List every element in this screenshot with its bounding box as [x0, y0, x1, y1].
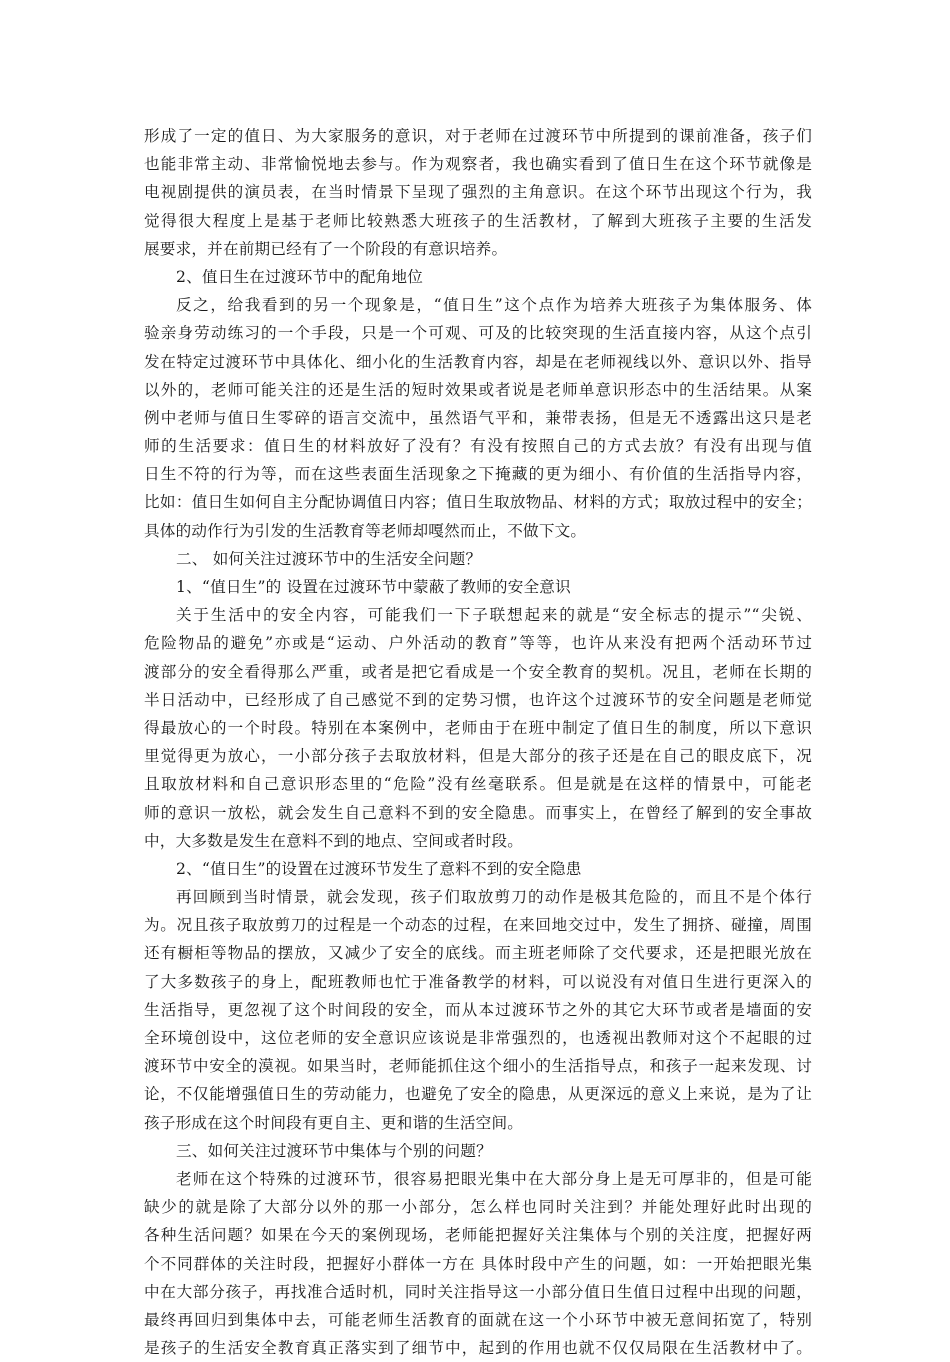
text-line: 渡部分的安全看得那么严重，或者是把它看成是一个安全教育的契机。况且，老师在长期的	[144, 662, 812, 681]
text-line: 是孩子的生活安全教育真正落实到了细节中，起到的作用也就不仅仅局限在生活教材中了。	[144, 1339, 812, 1358]
text-line: 发在特定过渡环节中具体化、细小化的生活教育内容，却是在老师视线以外、意识以外、指导	[144, 352, 812, 371]
text-line: 中，大多数是发生在意料不到的地点、空间或者时段。	[144, 831, 524, 850]
text-line: 全环境创设中，这位老师的安全意识应该说是非常强烈的，也透视出教师对这个不起眼的过	[144, 1029, 812, 1047]
text-line: 孩子形成在这个时间段有更自主、更和谐的生活空间。	[144, 1113, 524, 1132]
text-line: 三、如何关注过渡环节中集体与个别的问题？	[176, 1141, 492, 1160]
text-line: 日生不符的行为等，而在这些表面生活现象之下掩藏的更为细小、有价值的生活指导内容，	[144, 465, 812, 484]
text-line: 2、值日生在过渡环节中的配角地位	[176, 267, 424, 286]
text-line: 最终再回归到集体中去，可能老师生活教育的面就在这一个小环节中被无意间拓宽了，特别	[144, 1310, 812, 1329]
text-line: 论，不仅能增强值日生的劳动能力，也避免了安全的隐患，从更深远的意义上来说，是为了让	[144, 1085, 812, 1104]
text-line: 比如：值日生如何自主分配协调值日内容；值日生取放物品、材料的方式；取放过程中的安全；	[144, 493, 812, 512]
text-line: 关于生活中的安全内容，可能我们一下子联想起来的就是“安全标志的提示”“尖锐、	[176, 606, 812, 625]
text-line: 危险物品的避免”亦或是“运动、户外活动的教育”等等，也许从来没有把两个活动环节过	[144, 634, 812, 653]
text-line: 具体的动作行为引发的生活教育等老师却嘎然而止，不做下文。	[144, 521, 587, 540]
text-line: 以外的，老师可能关注的还是生活的短时效果或者说是老师单意识形态中的生活结果。从案	[144, 380, 812, 399]
text-line: 渡环节中安全的漠视。如果当时，老师能抓住这个细小的生活指导点，和孩子一起来发现、讨	[144, 1057, 812, 1076]
text-line: 得最放心的一个时段。特别在本案例中，老师由于在班中制定了值日生的制度，所以下意识	[144, 718, 812, 737]
text-line: 半日活动中，已经形成了自己感觉不到的定势习惯，也许这个过渡环节的安全问题是老师觉	[144, 690, 812, 709]
text-line: 还有橱柜等物品的摆放，又减少了安全的底线。而主班老师除了交代要求，还是把眼光放在	[144, 944, 812, 963]
text-line: 里觉得更为放心，一小部分孩子去取放材料，但是大部分的孩子还是在自己的眼皮底下，况	[144, 747, 812, 766]
text-line: 反之，给我看到的另一个现象是，“值日生”这个点作为培养大班孩子为集体服务、体	[176, 296, 812, 315]
text-line: 生活指导，更忽视了这个时间段的安全，而从本过渡环节之外的其它大环节或者是墙面的安	[144, 1000, 812, 1019]
text-line: 老师在这个特殊的过渡环节，很容易把眼光集中在大部分身上是无可厚非的，但是可能	[176, 1169, 812, 1188]
text-line: 验亲身劳动练习的一个手段，只是一个可观、可及的比较突现的生活直接内容，从这个点引	[144, 324, 812, 343]
text-line: 1、“值日生”的 设置在过渡环节中蒙蔽了教师的安全意识	[176, 578, 571, 596]
text-line: 师的生活要求：值日生的材料放好了没有？有没有按照自己的方式去放？有没有出现与值	[144, 437, 812, 456]
text-line: 二、 如何关注过渡环节中的生活安全问题？	[176, 549, 482, 568]
document-body	[144, 122, 812, 1362]
text-line: 2、“值日生”的设置在过渡环节发生了意料不到的安全隐患	[176, 859, 582, 878]
text-line: 个不同群体的关注时段，把握好小群体一方在 具体时段中产生的问题，如：一开始把眼光集	[144, 1254, 812, 1273]
text-line: 也能非常主动、非常愉悦地去参与。作为观察者，我也确实看到了值日生在这个环节就像是	[144, 155, 812, 174]
text-line: 电视剧提供的演员表，在当时情景下呈现了强烈的主角意识。在这个环节出现这个行为，我	[144, 183, 812, 202]
text-line: 各种生活问题？如果在今天的案例现场，老师能把握好关注集体与个别的关注度，把握好两	[144, 1226, 812, 1245]
text-line: 觉得很大程度上是基于老师比较熟悉大班孩子的生活教材，了解到大班孩子主要的生活发	[144, 211, 812, 230]
text-line: 了大多数孩子的身上，配班教师也忙于准备教学的材料，可以说没有对值日生进行更深入的	[144, 972, 812, 991]
text-line: 再回顾到当时情景，就会发现，孩子们取放剪刀的动作是极其危险的，而且不是个体行	[176, 888, 812, 907]
text-line: 形成了一定的值日、为大家服务的意识，对于老师在过渡环节中所提到的课前准备，孩子们	[144, 127, 812, 145]
text-line: 中在大部分孩子，再找准合适时机，同时关注指导这一小部分值日生值日过程中出现的问题，	[144, 1282, 812, 1301]
text-line: 为。况且孩子取放剪刀的过程是一个动态的过程，在来回地交过中，发生了拥挤、碰撞，周围	[144, 916, 812, 935]
text-line: 缺少的就是除了大部分以外的那一小部分，怎么样也同时关注到？并能处理好此时出现的	[144, 1198, 812, 1217]
text-line: 展要求，并在前期已经有了一个阶段的有意识培养。	[144, 239, 508, 258]
text-line: 且取放材料和自己意识形态里的“危险”没有丝毫联系。但是就是在这样的情景中，可能老	[144, 775, 812, 794]
text-line: 师的意识一放松，就会发生自己意料不到的安全隐患。而事实上，在曾经了解到的安全事故	[144, 803, 812, 822]
text-line: 例中老师与值日生零碎的语言交流中，虽然语气平和，兼带表扬，但是无不透露出这只是老	[144, 408, 812, 427]
